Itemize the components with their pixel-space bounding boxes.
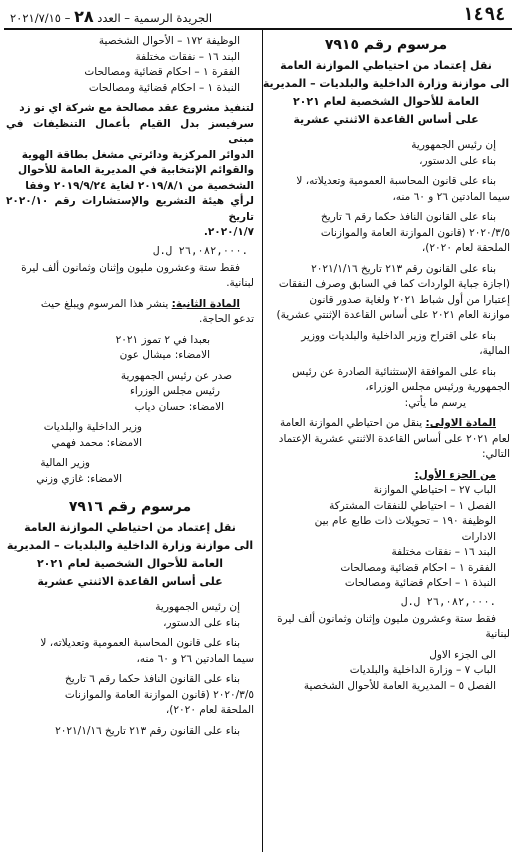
budget-item: الوظيفة ١٧٢ – الأحوال الشخصية xyxy=(98,35,240,47)
budget-item: الباب ٧ – وزارة الداخلية والبلديات xyxy=(349,664,496,676)
article-line: تدعو الحاجة. xyxy=(198,313,254,325)
journal-title: الجريدة الرسمية – العدد xyxy=(97,11,213,25)
issue-date: – ٢٠٢١/٧/١٥ xyxy=(10,11,71,25)
body-line: بناء على القانون النافذ حكما رقم ٦ تاريخ xyxy=(321,211,496,223)
body-line: سيما المادتين ٢٦ و ٦٠ منه، xyxy=(392,190,510,203)
article-line xyxy=(262,416,510,432)
budget-item: النبذة ١ – احكام قضائية ومصالحات xyxy=(344,577,496,589)
body-line: بناء على القانون رقم ٢١٣ تاريخ ٢٠٢١/١/١٦ xyxy=(55,724,240,737)
budget-item: الباب ٢٧ – احتياطي الموازنة xyxy=(373,484,496,496)
pm-title: رئيس مجلس الوزراء xyxy=(129,385,220,397)
body-line: بناء على القانون رقم ٢١٣ تاريخ ٢٠٢١/١/١٦ xyxy=(311,262,496,275)
signature-interior: الامضاء: محمد فهمي xyxy=(51,436,142,449)
decree-subject-line: العامة للأحوال الشخصية لعام ٢٠٢١ xyxy=(36,557,224,570)
part-heading: من الجزء الأول: xyxy=(414,468,496,481)
purpose-line: الدوائر المركزية ودائرتي مشغل بطاقة الهوية xyxy=(21,148,254,161)
right-column xyxy=(262,34,510,854)
amount-words: لبنانية xyxy=(485,628,510,640)
signature-pm: الامضاء: حسان دياب xyxy=(134,400,224,413)
issued-by: صدر عن رئيس الجمهورية xyxy=(120,369,232,382)
amount-words: فقط ستة وعشرون مليون وإثنان وثمانون ألف ليرة xyxy=(21,261,240,274)
body-line: بناء على قانون المحاسبة العمومية وتعديلاته، لا xyxy=(40,637,240,649)
body-line: بناء على قانون المحاسبة العمومية وتعديلاته، لا xyxy=(296,175,496,187)
body-line: يرسم ما يأتي: xyxy=(404,396,466,409)
issue-number: ٢٨ xyxy=(74,7,94,26)
decree-subject-line: الى موازنة وزارة الداخلية والبلديات – المديرية xyxy=(262,77,510,90)
purpose-line: والقوائم الإنتخابية في المديرية العامة للأحوال xyxy=(18,164,254,176)
body-line: الملحقة لعام ٢٠٢٠)، xyxy=(421,242,510,254)
signed-date: بعبدا في ٢ تموز ٢٠٢١ xyxy=(115,333,210,346)
budget-item: الفقرة ١ – احكام قضائية ومصالحات xyxy=(340,561,496,574)
body-line: إن رئيس الجمهورية xyxy=(411,139,496,151)
body-line: إن رئيس الجمهورية xyxy=(155,601,240,613)
budget-item: الوظيفة ١٩٠ – تحويلات ذات طابع عام بين xyxy=(314,515,496,527)
budget-item: البند ١٦ – نفقات مختلفة xyxy=(135,50,240,63)
body-line: الملحقة لعام ٢٠٢٠)، xyxy=(165,704,254,716)
amount-words: فقط ستة وعشرون مليون وإثنان وثمانون ألف ليرة xyxy=(277,612,496,625)
budget-item: البند ١٦ – نفقات مختلفة xyxy=(391,546,496,558)
purpose-line: الشخصية من ٢٠١٩/٨/١ لغاية ٢٠١٩/٩/٢٤ وفقا xyxy=(25,179,254,192)
journal-heading xyxy=(10,7,212,26)
amount: ٢٦,٠٨٢,٠٠٠ ل.ل. xyxy=(153,244,248,257)
left-column xyxy=(6,34,254,854)
budget-item: الفصل ١ – احتياطي للنفقات المشتركة xyxy=(329,499,496,512)
decree-subject-line: العامة للأحوال الشخصية لعام ٢٠٢١ xyxy=(292,95,480,108)
header-rule xyxy=(4,28,512,30)
signature-president: الامضاء: ميشال عون xyxy=(119,349,210,361)
decree-subject-line: على أساس القاعدة الاثنتي عشرية xyxy=(37,575,223,588)
body-line: بناء على اقتراح وزير الداخلية والبلديات ووزير xyxy=(301,329,496,342)
decree-subject-line: نقل إعتماد من احتياطي الموازنة العامة xyxy=(280,59,492,72)
page-number: ١٤٩٤ xyxy=(462,4,506,25)
decree-title: مرسوم رقم ٧٩١٥ xyxy=(324,37,448,53)
signature-finance: الامضاء: غازي وزني xyxy=(36,472,122,485)
decree-subject-line: نقل إعتماد من احتياطي الموازنة العامة xyxy=(24,521,236,534)
body-line: بناء على القانون النافذ حكما رقم ٦ تاريخ xyxy=(65,673,240,685)
amount-words: لبنانية. xyxy=(226,277,254,289)
decree-title: مرسوم رقم ٧٩١٦ xyxy=(68,499,192,515)
body-line: بناء على الدستور، xyxy=(419,154,496,167)
article-line: التالي: xyxy=(482,448,510,460)
body-line: إعتبارا من أول شباط ٢٠٢١ ولغاية صدور قانون xyxy=(309,293,510,306)
budget-item: الفقرة ١ – احكام قضائية ومصالحات xyxy=(84,66,240,78)
body-line: (اجازة جباية الواردات كما في السابق وصرف النفقات xyxy=(278,278,510,290)
article-line xyxy=(6,297,254,313)
body-line: بناء على الدستور، xyxy=(163,616,240,629)
article-label: المادة الثانية: xyxy=(171,297,240,310)
page-header xyxy=(6,4,510,28)
article-text: ينشر هذا المرسوم ويبلغ حيث xyxy=(40,297,169,310)
decree-subject-line: الى موازنة وزارة الداخلية والبلديات – المديرية xyxy=(6,539,254,552)
body-line: ٢٠٢٠/٣/٥ (قانون الموازنة العامة والموازنات xyxy=(64,688,254,701)
purpose-line: ٢٠٢٠/١/٧. xyxy=(203,226,254,238)
body-line: الجمهورية ورئيس مجلس الوزراء، xyxy=(365,381,510,393)
interior-title: وزير الداخلية والبلديات xyxy=(43,421,142,433)
part-heading: الى الجزء الاول xyxy=(429,648,496,661)
body-line: سيما المادتين ٢٦ و ٦٠ منه، xyxy=(136,652,254,665)
article-line: لعام ٢٠٢١ على أساس القاعدة الاثنتي عشرية الإعتماد xyxy=(278,432,510,445)
budget-item: الفصل ٥ – المديرية العامة للأحوال الشخصية xyxy=(303,679,496,692)
body-line: موازنة العام ٢٠٢١ على أساس القاعدة الإثنتي عشرية) xyxy=(276,309,510,321)
article-text: ينقل من احتياطي الموازنة العامة xyxy=(280,417,423,429)
budget-item: الادارات xyxy=(461,530,496,543)
purpose-line: لتنفيذ مشروع عقد مصالحة مع شركة اي تو زد xyxy=(19,102,254,114)
budget-item: النبذة ١ – احكام قضائية ومصالحات xyxy=(88,81,240,94)
body-line: المالية، xyxy=(479,345,510,357)
amount: ٢٦,٠٨٢,٠٠٠ ل.ل. xyxy=(401,595,496,608)
body-line: ٢٠٢٠/٣/٥ (قانون الموازنة العامة والموازنات xyxy=(320,226,510,239)
purpose-line: سرفيسز بدل القيام بأعمال التنظيفات في مبنى xyxy=(6,117,254,145)
finance-title: وزير المالية xyxy=(40,457,90,469)
body-line: بناء على الموافقة الإستثنائية الصادرة عن رئيس xyxy=(292,365,496,378)
purpose-line: لرأي هيئة التشريع والإستشارات رقم ٢٠٢٠/١٠ تاريخ xyxy=(6,195,254,223)
decree-subject-line: على أساس القاعدة الاثنتي عشرية xyxy=(293,113,479,126)
article-label: المادة الاولى: xyxy=(425,417,496,429)
